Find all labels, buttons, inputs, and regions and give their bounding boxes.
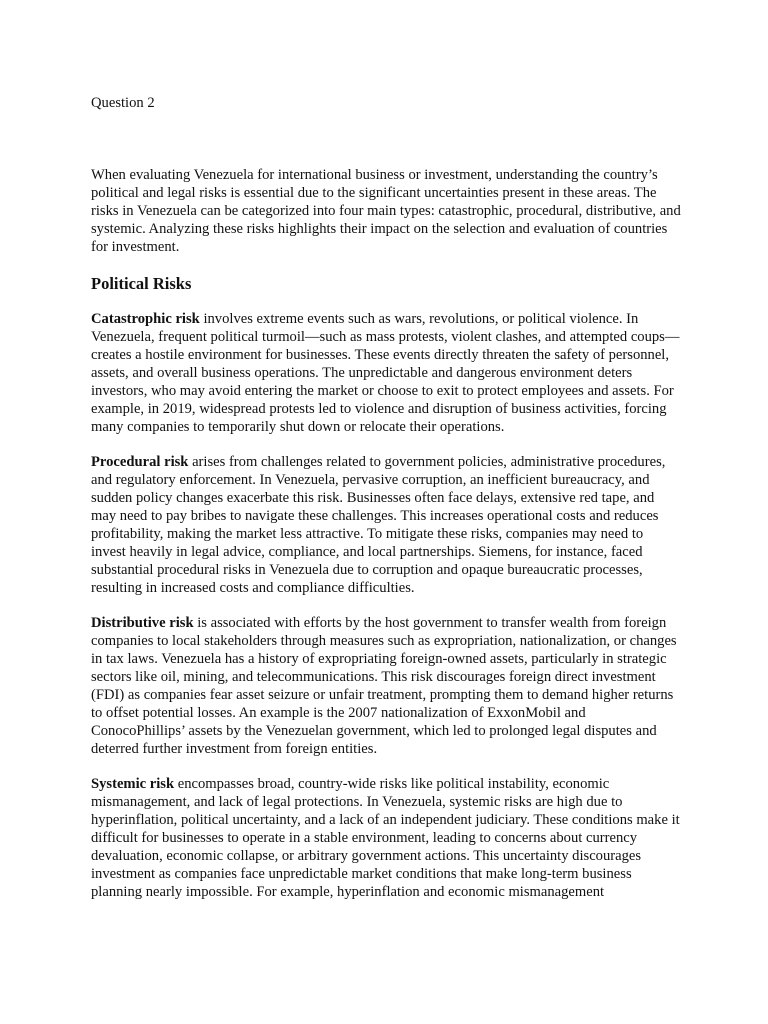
risk-term: Catastrophic risk — [91, 311, 200, 327]
section-heading: Political Risks — [91, 274, 192, 293]
procedural-risk-paragraph — [91, 453, 681, 597]
risk-description: involves extreme events such as wars, revolutions, or political violence. In Venezuela, frequent political turmoil—such as mass protests, violent clashes, and attempted coups—creates a hostile environment for businesses. These events directly threaten the safety of personnel, assets, and overall business operations. The unpredictable and dangerous environment deters investors, who may avoid entering the market or choose to exit to protect employees and assets. For example, in 2019, widespread protests led to violence and disruption of business activities, forcing many companies to temporarily shut down or relocate their operations. — [91, 311, 680, 435]
question-label: Question 2 — [91, 95, 155, 111]
risk-description: arises from challenges related to government policies, administrative procedures, and regulatory enforcement. In Venezuela, pervasive corruption, an inefficient bureaucracy, and sudden policy changes exacerbate this risk. Businesses often face delays, extensive red tape, and may need to pay bribes to navigate these challenges. This increases operational costs and reduces profitability, making the market less attractive. To mitigate these risks, companies may need to invest heavily in legal advice, compliance, and local partnerships. Siemens, for instance, faced substantial procedural risks in Venezuela due to corruption and opaque bureaucratic processes, resulting in increased costs and compliance difficulties. — [91, 454, 666, 596]
risk-term: Distributive risk — [91, 615, 194, 631]
risk-term: Procedural risk — [91, 454, 189, 470]
catastrophic-risk-paragraph — [91, 310, 681, 436]
document-page — [91, 94, 681, 901]
intro-paragraph: When evaluating Venezuela for international business or investment, understanding the country’s political and legal risks is essential due to the significant uncertainties present in these areas. The risks in Venezuela can be categorized into four main types: catastrophic, procedural, distributive, and systemic. Analyzing these risks highlights their impact on the selection and evaluation of countries for investment. — [91, 167, 681, 255]
distributive-risk-paragraph — [91, 614, 681, 758]
systemic-risk-paragraph — [91, 775, 681, 901]
risk-description: is associated with efforts by the host government to transfer wealth from foreign companies to local stakeholders through measures such as expropriation, nationalization, or changes in tax laws. Venezuela has a history of expropriating foreign-owned assets, particularly in strategic sectors like oil, mining, and telecommunications. This risk discourages foreign direct investment (FDI) as companies fear asset seizure or unfair treatment, prompting them to demand higher returns to offset potential losses. An example is the 2007 nationalization of ExxonMobil and ConocoPhillips’ assets by the Venezuelan government, which led to prolonged legal disputes and deterred further investment from foreign entities. — [91, 615, 677, 757]
risk-term: Systemic risk — [91, 776, 175, 792]
risk-description: encompasses broad, country-wide risks like political instability, economic mismanagement, and lack of legal protections. In Venezuela, systemic risks are high due to hyperinflation, political uncertainty, and a lack of an independent judiciary. These conditions make it difficult for businesses to operate in a stable environment, leading to concerns about currency devaluation, economic collapse, or arbitrary government actions. This uncertainty discourages investment as companies face unpredictable market conditions that make long-term business planning nearly impossible. For example, hyperinflation and economic mismanagement — [91, 776, 680, 900]
